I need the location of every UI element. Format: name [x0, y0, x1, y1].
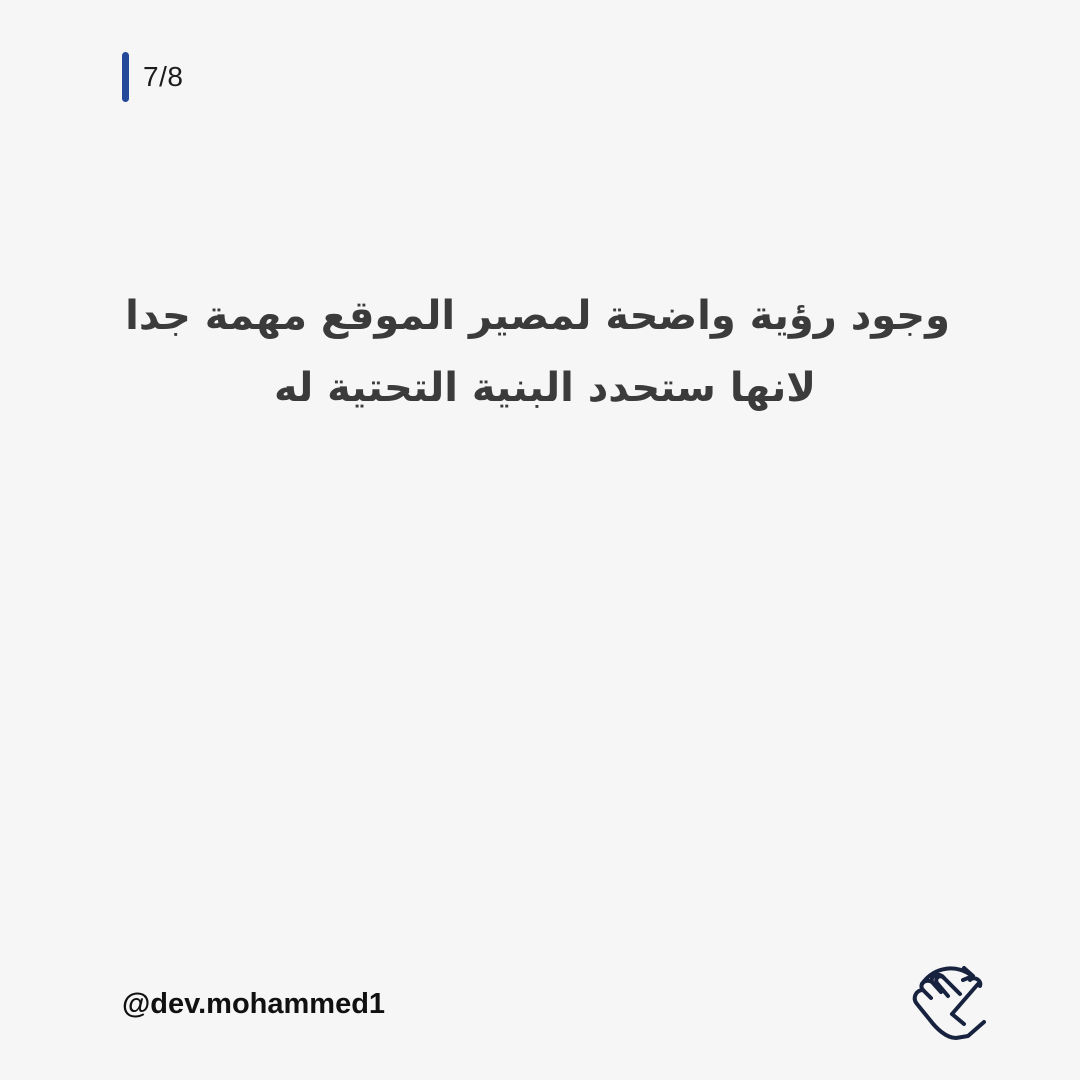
author-handle: @dev.mohammed1	[122, 988, 386, 1020]
swipe-hand-icon[interactable]	[900, 958, 990, 1048]
slide-counter-text: 7/8	[143, 61, 184, 92]
headline-line-1: وجود رؤية واضحة لمصير الموقع مهمة جدا	[125, 293, 950, 339]
headline	[125, 280, 950, 424]
slide-counter	[122, 52, 183, 102]
headline-line-2: لانها ستحدد البنية التحتية له	[273, 365, 817, 411]
accent-bar	[122, 52, 129, 102]
